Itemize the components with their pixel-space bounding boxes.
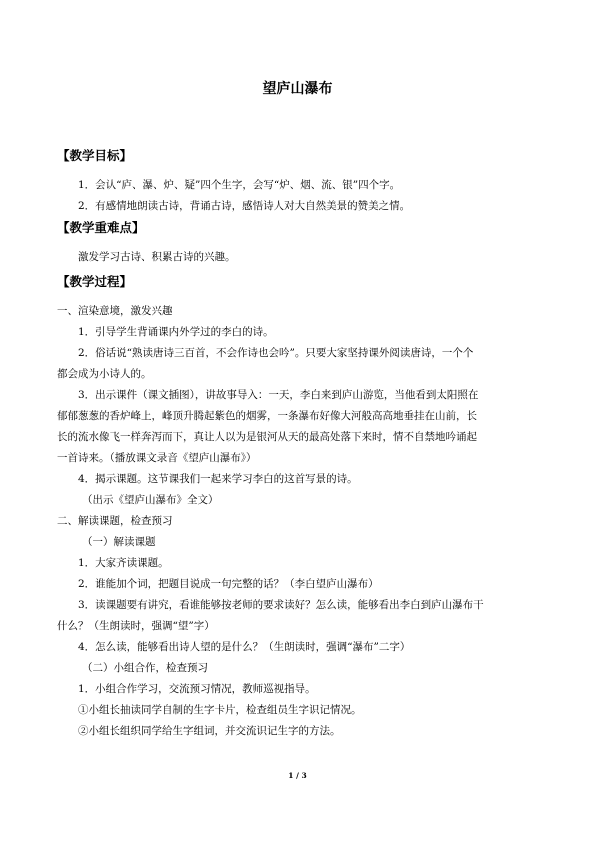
process-line-14: 2．谁能加个词，把题目说成一句完整的话？（李白望庐山瀑布） xyxy=(78,578,379,590)
keypoint-line-1: 激发学习古诗、积累古诗的兴趣。 xyxy=(78,251,236,263)
process-line-15: 3．读课题要有讲究，看谁能够按老师的要求读好？怎么读，能够看出李白到庐山瀑布干 xyxy=(78,599,484,611)
page-number: 1 / 3 xyxy=(288,771,307,780)
process-line-16: 什么？（生朗读时，强调“望”字） xyxy=(57,620,215,632)
process-line-12: （一）解读课题 xyxy=(82,536,156,548)
process-line-7: 长的流水像飞一样奔泻而下，真让人以为是银河从天的最高处落下来时，情不自禁地吟诵起 xyxy=(57,431,477,443)
process-line-9: 4．揭示课题。这节课我们一起来学习李白的这首写景的诗。 xyxy=(78,473,358,485)
page-title: 望庐山瀑布 xyxy=(262,81,333,97)
process-line-8: 一首诗来。（播放课文录音《望庐山瀑布》） xyxy=(57,452,257,464)
process-line-10: （出示《望庐山瀑布》全文） xyxy=(82,494,219,506)
heading-teaching-goals: 【教学目标】 xyxy=(57,148,133,163)
process-line-1: 一、渲染意境，激发兴趣 xyxy=(57,305,173,317)
heading-teaching-process: 【教学过程】 xyxy=(57,274,133,289)
goal-line-1: 1．会认“庐、瀑、炉、疑”四个生字，会写“炉、烟、流、银”四个字。 xyxy=(78,179,401,191)
process-line-19: 1．小组合作学习，交流预习情况，教师巡视指导。 xyxy=(78,683,316,695)
process-line-18: （二）小组合作，检查预习 xyxy=(82,662,208,674)
process-line-21: ②小组长组织同学给生字组词，并交流识记生字的方法。 xyxy=(78,725,341,737)
process-line-3: 2．俗话说“熟读唐诗三百首，不会作诗也会吟”。只要大家坚持课外阅读唐诗，一个个 xyxy=(78,347,474,359)
goal-line-2: 2．有感情地朗读古诗，背诵古诗，感悟诗人对大自然美景的赞美之情。 xyxy=(78,200,411,212)
process-line-11: 二、解读课题，检查预习 xyxy=(57,515,173,527)
heading-key-points: 【教学重难点】 xyxy=(57,220,145,235)
process-line-20: ①小组长抽读同学自制的生字卡片，检查组员生字识记情况。 xyxy=(78,704,362,716)
process-line-2: 1．引导学生背诵课内外学过的李白的诗。 xyxy=(78,326,274,338)
process-line-17: 4．怎么读，能够看出诗人望的是什么？（生朗读时，强调“瀑布”二字） xyxy=(78,641,411,653)
process-line-13: 1．大家齐读课题。 xyxy=(78,557,169,569)
process-line-4: 都会成为小诗人的。 xyxy=(57,368,152,380)
process-line-6: 郁郁葱葱的香炉峰上，峰顶升腾起紫色的烟雾，一条瀑布好像大河般高高地垂挂在山前，长 xyxy=(57,410,477,422)
process-line-5: 3．出示课件（课文插图），讲故事导入：一天，李白来到庐山游览，当他看到太阳照在 xyxy=(78,389,479,401)
